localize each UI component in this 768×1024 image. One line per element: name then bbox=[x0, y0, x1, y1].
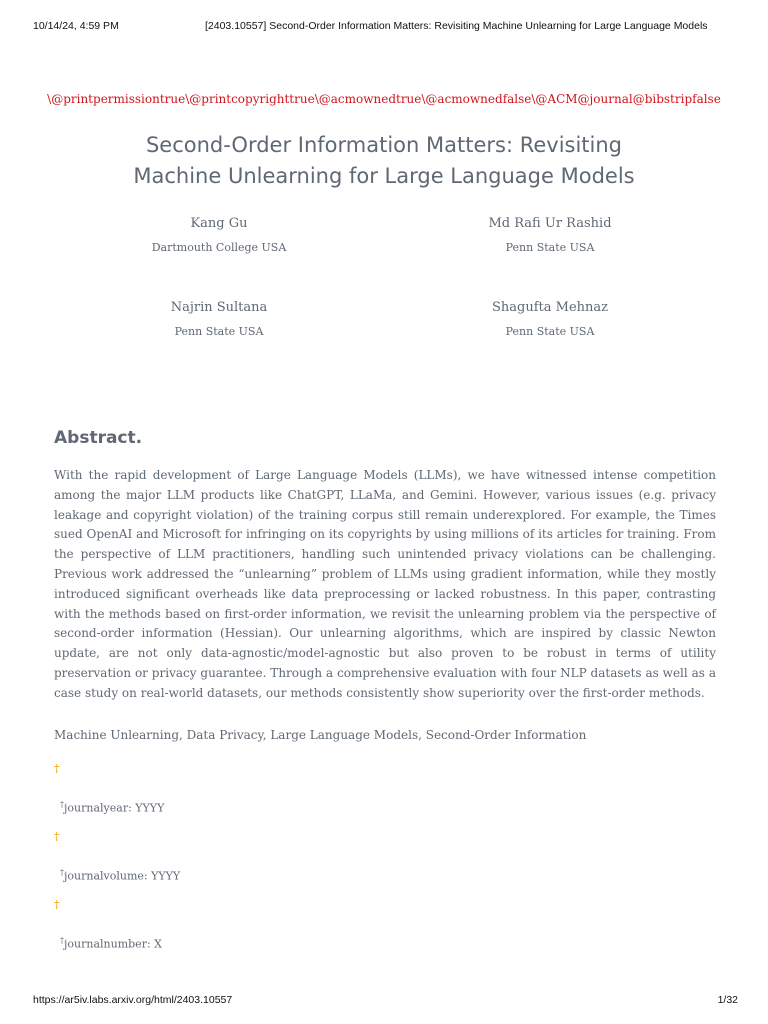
author-name: Shagufta Mehnaz bbox=[492, 300, 608, 315]
print-page-title: [2403.10557] Second-Order Information Matters: Revisiting Machine Unlearning for Large Language Models bbox=[205, 20, 708, 32]
latex-macro-error-text: \@printpermissiontrue\@printcopyrighttrue\@acmownedtrue\@acmownedfalse\@ACM@journal@bibstripfalse bbox=[47, 92, 721, 106]
title-line-1: Second-Order Information Matters: Revisiting bbox=[145, 133, 623, 157]
author-block bbox=[430, 216, 670, 254]
footnote-text: journalvolume: YYYY bbox=[64, 869, 181, 883]
print-header bbox=[0, 20, 768, 34]
footnote-dagger-mark: † bbox=[54, 830, 60, 843]
footnote-text: journalyear: YYYY bbox=[64, 801, 165, 815]
footnote bbox=[60, 936, 162, 951]
author-name: Md Rafi Ur Rashid bbox=[488, 216, 612, 231]
paper-title bbox=[80, 130, 688, 192]
print-datetime: 10/14/24, 4:59 PM bbox=[33, 20, 119, 32]
footnote-dagger: † bbox=[60, 800, 64, 809]
footnote bbox=[60, 800, 164, 815]
author-affiliation: Dartmouth College USA bbox=[151, 241, 287, 254]
author-block bbox=[430, 300, 670, 338]
footnote-dagger-mark: † bbox=[54, 762, 60, 775]
author-name: Kang Gu bbox=[190, 216, 248, 231]
footnote-dagger: † bbox=[60, 868, 64, 877]
author-block bbox=[99, 300, 339, 338]
footnote bbox=[60, 868, 180, 883]
footnote-dagger: † bbox=[60, 936, 64, 945]
abstract-text: With the rapid development of Large Language Models (LLMs), we have witnessed intense competition among the major LLM products like ChatGPT, LLaMa, and Gemini. However, various issues (e.g. privacy leakage and copyright violation) of the training corpus still remain underexplored. For example, the Times sued OpenAI and Microsoft for infringing on its copyrights by using millions of its articles for training. From the perspective of LLM practitioners, handling such unintended privacy violations can be challenging. Previous work addressed the “unlearning” problem of LLMs using gradient information, while they mostly introduced significant overheads like data preprocessing or lacked robustness. In this paper, contrasting with the methods based on first-order information, we revisit the unlearning problem via the perspective of second-order information (Hessian). Our unlearning algorithms, which are inspired by classic Newton update, are not only data-agnostic/model-agnostic but also proven to be robust in terms of utility preservation or privacy guarantee. Through a comprehensive evaluation with four NLP datasets as well as a case study on real-world datasets, our methods consistently show superiority over the first-order methods. bbox=[54, 468, 716, 700]
author-affiliation: Penn State USA bbox=[174, 325, 264, 338]
author-name: Najrin Sultana bbox=[170, 300, 268, 315]
abstract-heading: Abstract. bbox=[54, 428, 143, 448]
title-line-2: Machine Unlearning for Large Language Models bbox=[133, 164, 635, 188]
author-affiliation: Penn State USA bbox=[505, 241, 595, 254]
author-block bbox=[99, 216, 339, 254]
print-footer bbox=[0, 994, 768, 1008]
footnote-dagger-mark: † bbox=[54, 898, 60, 911]
print-url: https://ar5iv.labs.arxiv.org/html/2403.10557 bbox=[33, 994, 233, 1006]
keywords: Machine Unlearning, Data Privacy, Large Language Models, Second-Order Information bbox=[54, 728, 587, 742]
footnote-text: journalnumber: X bbox=[64, 937, 162, 951]
author-affiliation: Penn State USA bbox=[505, 325, 595, 338]
page-number: 1/32 bbox=[717, 994, 738, 1006]
